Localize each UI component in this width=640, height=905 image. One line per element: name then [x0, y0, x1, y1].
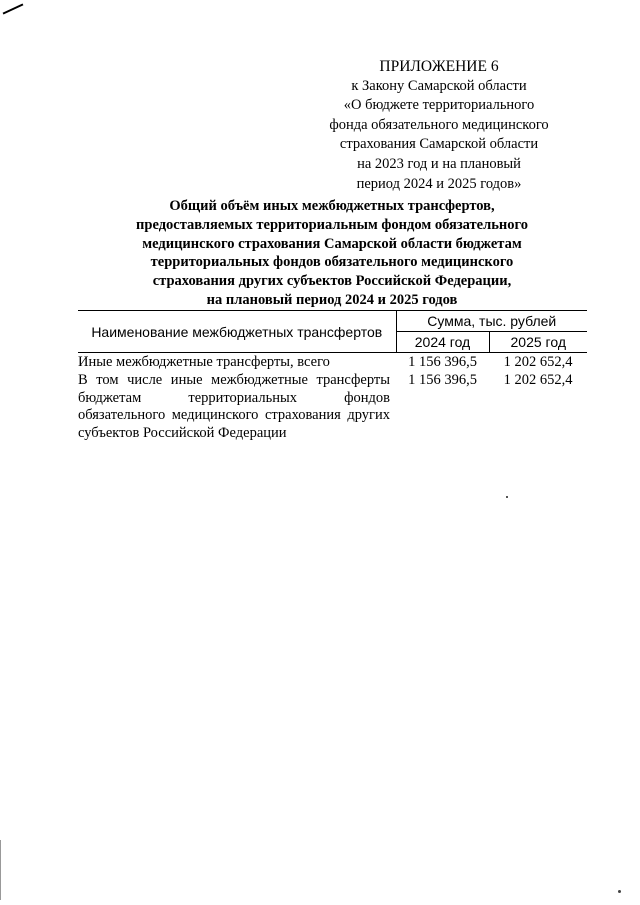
title-line: на плановый период 2024 и 2025 годов: [206, 291, 458, 308]
appendix-line: «О бюджете территориального: [343, 97, 535, 114]
scan-artifact-dot: [506, 496, 508, 498]
row-value-2025: 1 202 652,4: [503, 371, 573, 388]
appendix-block: [300, 57, 578, 194]
row-value-2024: 1 156 396,5: [408, 371, 477, 388]
title-line: медицинского страхования Самарской области бюджетам: [142, 235, 522, 252]
row-value-2024: 1 156 396,5: [408, 354, 477, 370]
column-header-amount: Сумма, тыс. рублей: [396, 311, 587, 332]
column-header-year-2025: 2025 год: [489, 332, 587, 353]
title-line: предоставляемых территориальным фондом обязательного: [136, 216, 528, 233]
appendix-line: фонда обязательного медицинского: [329, 116, 549, 133]
appendix-heading: ПРИЛОЖЕНИЕ 6: [379, 58, 499, 75]
scan-artifact-dot: [618, 890, 621, 893]
appendix-line: на 2023 год и на плановый: [357, 155, 521, 172]
row-value-2025: 1 202 652,4: [503, 354, 573, 370]
transfers-table: [78, 310, 587, 443]
scan-artifact-corner: [0, 0, 26, 20]
scan-artifact-edge: [0, 840, 4, 900]
title-line: Общий объём иных межбюджетных трансфертов,: [169, 198, 495, 214]
appendix-line: к Закону Самарской области: [351, 77, 527, 94]
row-name: Иные межбюджетные трансферты, всего: [78, 354, 330, 370]
row-name: В том числе иные межбюджетные трансферты бюджетам территориальных фондов обязательного медицинского страхования других субъектов Российской Федерации: [78, 371, 390, 442]
appendix-line: страхования Самарской области: [339, 136, 539, 153]
appendix-line: период 2024 и 2025 годов»: [356, 175, 522, 192]
title-line: страхования других субъектов Российской Федерации,: [152, 273, 512, 290]
table-row: [78, 372, 587, 443]
title-line: территориальных фондов обязательного медицинского: [150, 254, 514, 271]
table-row: [78, 353, 587, 372]
column-header-name: Наименование межбюджетных трансфертов: [78, 311, 396, 353]
column-header-year-2024: 2024 год: [396, 332, 489, 353]
document-title: [78, 197, 586, 310]
